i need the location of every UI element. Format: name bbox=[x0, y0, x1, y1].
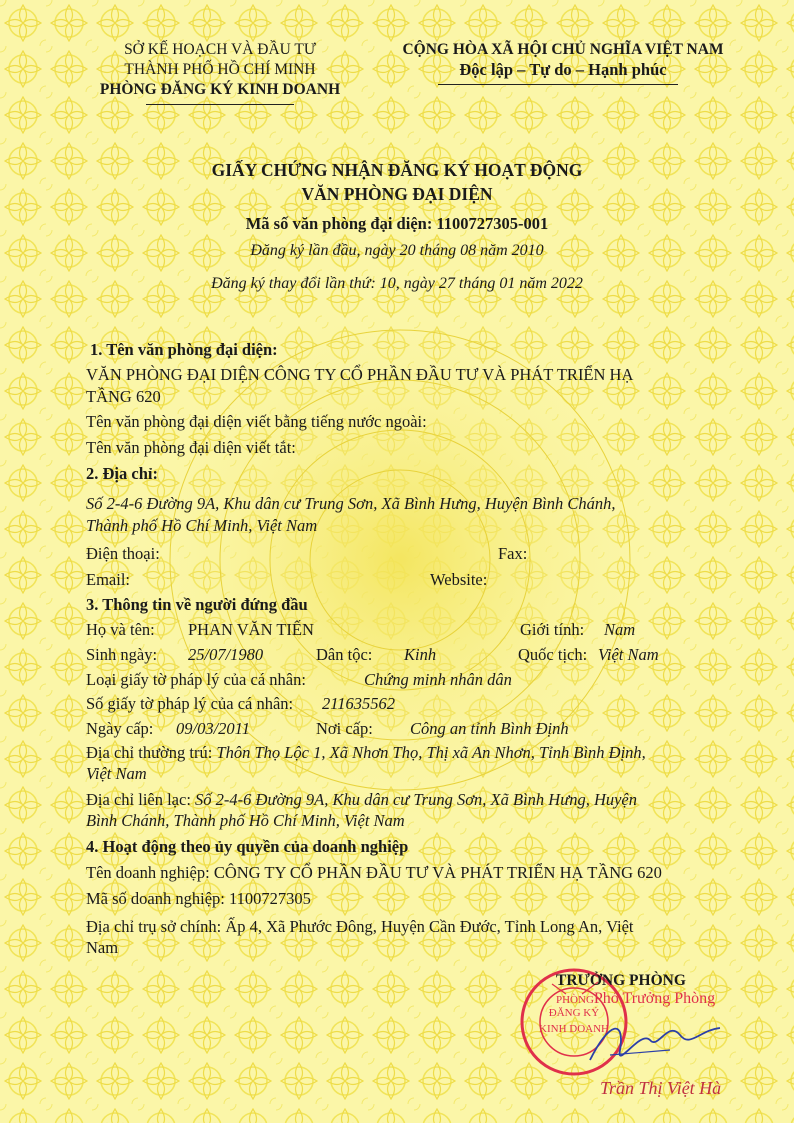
contact-address bbox=[86, 790, 637, 810]
issuing-authority bbox=[90, 40, 350, 100]
authority-line-3: PHÒNG ĐĂNG KÝ KINH DOANH bbox=[99, 81, 341, 98]
stamp-ring-word: PHÒNG bbox=[556, 994, 594, 1006]
foreign-name-label: Tên văn phòng đại diện viết bằng tiếng nước ngoài: bbox=[86, 412, 427, 431]
nationality-value: Việt Nam bbox=[598, 645, 659, 664]
certificate-title-1: GIẤY CHỨNG NHẬN ĐĂNG KÝ HOẠT ĐỘNG bbox=[211, 160, 583, 180]
phone-label: Điện thoại: bbox=[86, 544, 160, 563]
section-4-heading: 4. Hoạt động theo ủy quyền của doanh nghiệp bbox=[86, 837, 409, 856]
issue-place-value: Công an tỉnh Bình Định bbox=[410, 719, 569, 738]
permanent-address bbox=[86, 743, 646, 763]
signer-role: TRƯỞNG PHÒNG bbox=[556, 972, 686, 989]
doc-type-value: Chứng minh nhân dân bbox=[364, 670, 512, 689]
gender-label: Giới tính: bbox=[520, 620, 585, 639]
nationality-label: Quốc tịch: bbox=[518, 645, 588, 664]
permanent-address-value-2: Việt Nam bbox=[86, 764, 147, 783]
authority-underline bbox=[146, 104, 294, 105]
permanent-address-label: Địa chỉ thường trú: bbox=[86, 743, 213, 762]
dob-label: Sinh ngày: bbox=[86, 645, 158, 664]
address-line-1: Số 2-4-6 Đường 9A, Khu dân cư Trung Sơn, Xã Bình Hưng, Huyện Bình Chánh, bbox=[86, 494, 616, 513]
doc-number-value: 211635562 bbox=[322, 694, 396, 713]
company-name-line: Tên doanh nghiệp: CÔNG TY CỔ PHẦN ĐẦU TƯ VÀ PHÁT TRIỂN HẠ TẦNG 620 bbox=[86, 863, 662, 882]
handwritten-signature bbox=[580, 1010, 730, 1080]
permanent-address-value-1: Thôn Thọ Lộc 1, Xã Nhơn Thọ, Thị xã An Nhơn, Tỉnh Bình Định, bbox=[216, 743, 646, 762]
first-registration: Đăng ký lần đầu, ngày 20 tháng 08 năm 2010 bbox=[250, 242, 544, 259]
contact-address-value-1: Số 2-4-6 Đường 9A, Khu dân cư Trung Sơn, Xã Bình Hưng, Huyện bbox=[195, 790, 638, 809]
contact-address-label: Địa chỉ liên lạc: bbox=[86, 790, 191, 809]
contact-address-value-2: Bình Chánh, Thành phố Hồ Chí Minh, Việt Nam bbox=[86, 811, 405, 830]
office-name-line-2: TẦNG 620 bbox=[86, 387, 161, 406]
office-code: Mã số văn phòng đại diện: 1100727305-001 bbox=[245, 214, 549, 233]
section-3-heading: 3. Thông tin về người đứng đầu bbox=[86, 595, 308, 614]
authority-line-1: SỞ KẾ HOẠCH VÀ ĐẦU TƯ bbox=[124, 41, 316, 58]
deputy-title: Phó Trưởng Phòng bbox=[593, 990, 716, 1007]
stamp-text-1: ĐĂNG KÝ bbox=[548, 1007, 600, 1019]
stamp-text-2: KINH DOANH bbox=[539, 1023, 609, 1035]
dob-value: 25/07/1980 bbox=[188, 645, 264, 664]
hq-address-line-2: Nam bbox=[86, 938, 119, 957]
address-line-2: Thành phố Hồ Chí Minh, Việt Nam bbox=[86, 516, 318, 535]
signer-deputy-stamp bbox=[556, 990, 715, 1008]
website-label: Website: bbox=[430, 570, 488, 589]
head-name-label: Họ và tên: bbox=[86, 620, 155, 639]
hq-address-line-1: Địa chỉ trụ sở chính: Ấp 4, Xã Phước Đông, Huyện Cần Đước, Tỉnh Long An, Việt bbox=[86, 917, 634, 936]
issue-place-label: Nơi cấp: bbox=[316, 719, 373, 738]
change-registration: Đăng ký thay đổi lần thứ: 10, ngày 27 tháng 01 năm 2022 bbox=[211, 275, 583, 292]
section-1-heading: 1. Tên văn phòng đại diện: bbox=[90, 340, 278, 359]
certificate-title-2: VĂN PHÒNG ĐẠI DIỆN bbox=[301, 184, 493, 204]
head-name-value: PHAN VĂN TIẾN bbox=[188, 620, 314, 639]
gender-value: Nam bbox=[604, 620, 636, 639]
ethnic-label: Dân tộc: bbox=[316, 645, 373, 664]
doc-number-label: Số giấy tờ pháp lý của cá nhân: bbox=[86, 694, 294, 713]
office-name-line-1: VĂN PHÒNG ĐẠI DIỆN CÔNG TY CỔ PHẦN ĐẦU TƯ VÀ PHÁT TRIỂN HẠ bbox=[86, 365, 634, 384]
fax-label: Fax: bbox=[498, 544, 528, 563]
signer-name: Trần Thị Việt Hà bbox=[600, 1078, 722, 1098]
national-line-1: CỘNG HÒA XÃ HỘI CHỦ NGHĨA VIỆT NAM bbox=[402, 41, 724, 58]
company-code-line: Mã số doanh nghiệp: 1100727305 bbox=[86, 889, 311, 908]
national-motto: Độc lập – Tự do – Hạnh phúc bbox=[459, 60, 667, 79]
doc-type-label: Loại giấy tờ pháp lý của cá nhân: bbox=[86, 670, 306, 689]
short-name-label: Tên văn phòng đại diện viết tắt: bbox=[86, 438, 296, 457]
national-heading bbox=[388, 40, 738, 80]
issue-date-value: 09/03/2011 bbox=[176, 719, 250, 738]
motto-underline bbox=[438, 84, 678, 85]
email-label: Email: bbox=[86, 570, 130, 589]
issue-date-label: Ngày cấp: bbox=[86, 719, 154, 738]
authority-line-2: THÀNH PHỐ HỒ CHÍ MINH bbox=[124, 61, 316, 78]
ethnic-value: Kinh bbox=[404, 645, 437, 664]
section-2-heading: 2. Địa chỉ: bbox=[86, 464, 158, 483]
